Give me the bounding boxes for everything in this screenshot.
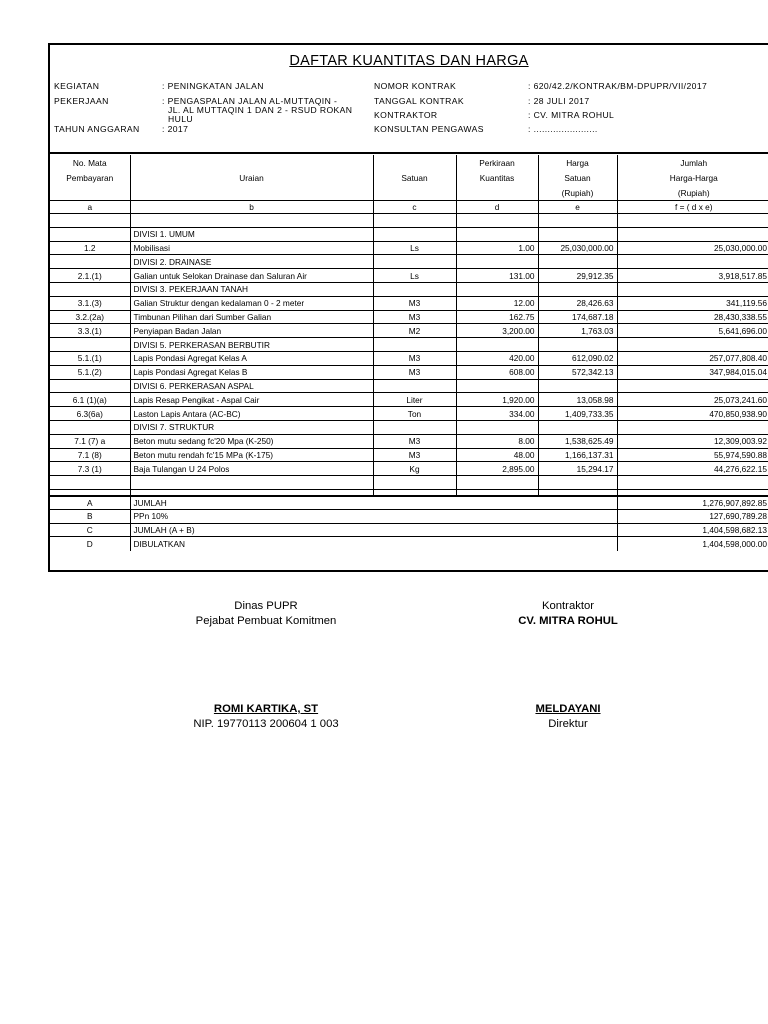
header-qty-2: Kuantitas: [456, 170, 538, 185]
cell-satuan: [373, 338, 456, 352]
cell-total: 25,030,000.00: [617, 241, 768, 255]
header-qty-1: Perkiraan: [456, 155, 538, 170]
cell-satuan: Kg: [373, 462, 456, 476]
cell-uraian: Lapis Resap Pengikat - Aspal Cair: [130, 393, 373, 407]
table-row: [50, 462, 768, 476]
info-konsultan-value: : .......................: [528, 124, 598, 134]
info-nomor-kontrak-label: NOMOR KONTRAK: [374, 81, 457, 91]
cell-uraian: Baja Tulangan U 24 Polos: [130, 462, 373, 476]
cell-uraian: Lapis Pondasi Agregat Kelas A: [130, 352, 373, 366]
cell-no: 5.1.(1): [50, 352, 130, 366]
summary-value: 1,404,598,000.00: [617, 537, 768, 551]
info-kegiatan-label: KEGIATAN: [54, 81, 100, 91]
sig-right-company: CV. MITRA ROHUL: [518, 615, 618, 627]
cell-satuan: [373, 379, 456, 393]
cell-satuan: M3: [373, 296, 456, 310]
cell-satuan: M3: [373, 352, 456, 366]
cell-price: 1,409,733.35: [538, 407, 617, 421]
sig-right-name: MELDAYANI: [535, 703, 601, 715]
cell-uraian: Beton mutu sedang fc'20 Mpa (K-250): [130, 434, 373, 448]
info-tahun-label: TAHUN ANGGARAN: [54, 124, 140, 134]
cell-satuan: Liter: [373, 393, 456, 407]
cell-qty: 3,200.00: [456, 324, 538, 338]
summary-row: [50, 496, 768, 510]
info-kontraktor-label: KONTRAKTOR: [374, 110, 438, 120]
table-row: [50, 393, 768, 407]
cell-price: 1,763.03: [538, 324, 617, 338]
cell-uraian: Galian Struktur dengan kedalaman 0 - 2 meter: [130, 296, 373, 310]
cell-satuan: M3: [373, 448, 456, 462]
header-price-2: Satuan: [538, 170, 617, 185]
cell-price: [538, 283, 617, 297]
cell-no: 6.3(6a): [50, 407, 130, 421]
summary-code: B: [50, 509, 130, 523]
info-pekerjaan-value: : PENGASPALAN JALAN AL-MUTTAQIN -: [162, 96, 338, 106]
cell-no: 3.2.(2a): [50, 310, 130, 324]
cell-no: [50, 379, 130, 393]
cell-satuan: Ls: [373, 241, 456, 255]
cell-uraian: DIVISI 1. UMUM: [130, 227, 373, 241]
cell-no: 5.1.(2): [50, 365, 130, 379]
summary-row: [50, 537, 768, 551]
cell-no: 3.1.(3): [50, 296, 130, 310]
summary-value: 1,276,907,892.85: [617, 496, 768, 510]
cell-no: [50, 227, 130, 241]
cell-uraian: DIVISI 3. PEKERJAAN TANAH: [130, 283, 373, 297]
cell-price: 15,294.17: [538, 462, 617, 476]
cell-qty: 162.75: [456, 310, 538, 324]
cell-total: 341,119.56: [617, 296, 768, 310]
cell-qty: 1.00: [456, 241, 538, 255]
division-row: [50, 421, 768, 435]
cell-total: [617, 283, 768, 297]
cell-total: 470,850,938.90: [617, 407, 768, 421]
cell-total: 44,276,622.15: [617, 462, 768, 476]
cell-satuan: Ls: [373, 269, 456, 283]
summary-value: 1,404,598,682.13: [617, 523, 768, 537]
cell-price: 572,342.13: [538, 365, 617, 379]
division-row: [50, 227, 768, 241]
cell-uraian: Penyiapan Badan Jalan: [130, 324, 373, 338]
sig-right-org: Kontraktor: [541, 600, 595, 612]
cell-total: 28,430,338.55: [617, 310, 768, 324]
summary-code: A: [50, 496, 130, 510]
blank-row: [50, 214, 768, 228]
cell-price: 25,030,000.00: [538, 241, 617, 255]
sig-left-nip: NIP. 19770113 200604 1 003: [193, 718, 339, 730]
info-kegiatan-value: : PENINGKATAN JALAN: [162, 81, 264, 91]
cell-uraian: DIVISI 7. STRUKTUR: [130, 421, 373, 435]
sig-left-name: ROMI KARTIKA, ST: [213, 703, 319, 715]
cell-price: [538, 421, 617, 435]
cell-no: 7.3 (1): [50, 462, 130, 476]
header-divider: [50, 152, 768, 154]
cell-qty: [456, 255, 538, 269]
summary-label: DIBULATKAN: [130, 537, 617, 551]
info-tahun-value: : 2017: [162, 124, 189, 134]
cell-satuan: Ton: [373, 407, 456, 421]
sig-left-org: Dinas PUPR: [234, 600, 298, 612]
cell-satuan: [373, 421, 456, 435]
header-row: [50, 170, 768, 185]
summary-row: [50, 509, 768, 523]
summary-code: C: [50, 523, 130, 537]
table-row: [50, 352, 768, 366]
letter-b: b: [130, 201, 373, 214]
table-row: [50, 296, 768, 310]
cell-total: 257,077,808.40: [617, 352, 768, 366]
cell-price: 1,538,625.49: [538, 434, 617, 448]
cell-qty: [456, 227, 538, 241]
cell-price: 612,090.02: [538, 352, 617, 366]
cell-price: 1,166,137.31: [538, 448, 617, 462]
division-row: [50, 283, 768, 297]
division-row: [50, 379, 768, 393]
cell-qty: 8.00: [456, 434, 538, 448]
cell-uraian: DIVISI 6. PERKERASAN ASPAL: [130, 379, 373, 393]
cell-satuan: M3: [373, 365, 456, 379]
cell-no: 7.1 (8): [50, 448, 130, 462]
cell-satuan: [373, 283, 456, 297]
cell-uraian: Galian untuk Selokan Drainase dan Saluran Air: [130, 269, 373, 283]
cell-uraian: DIVISI 5. PERKERASAN BERBUTIR: [130, 338, 373, 352]
table-row: [50, 407, 768, 421]
cell-total: [617, 255, 768, 269]
document-frame: [48, 43, 768, 572]
cell-uraian: Beton mutu rendah fc'15 MPa (K-175): [130, 448, 373, 462]
info-tanggal-kontrak-value: : 28 JULI 2017: [528, 96, 590, 106]
letter-d: d: [456, 201, 538, 214]
cell-satuan: M3: [373, 310, 456, 324]
cell-satuan: M2: [373, 324, 456, 338]
header-satuan: Satuan: [373, 170, 456, 185]
cell-uraian: Timbunan Pilihan dari Sumber Galian: [130, 310, 373, 324]
cell-total: [617, 227, 768, 241]
table-row: [50, 310, 768, 324]
cell-uraian: Laston Lapis Antara (AC-BC): [130, 407, 373, 421]
cell-qty: 2,895.00: [456, 462, 538, 476]
cell-qty: [456, 379, 538, 393]
table-row: [50, 448, 768, 462]
sig-right-title: Direktur: [548, 718, 588, 730]
header-uraian: Uraian: [130, 170, 373, 185]
header-price-1: Harga: [538, 155, 617, 170]
info-pekerjaan-value-3: HULU: [168, 114, 193, 124]
cell-total: 55,974,590.88: [617, 448, 768, 462]
cell-no: [50, 283, 130, 297]
cell-no: [50, 421, 130, 435]
cell-satuan: [373, 255, 456, 269]
letter-e: e: [538, 201, 617, 214]
sig-left-role: Pejabat Pembuat Komitmen: [195, 615, 337, 627]
info-konsultan-label: KONSULTAN PENGAWAS: [374, 124, 484, 134]
header-total-2: Harga-Harga: [617, 170, 768, 185]
cell-uraian: Mobilisasi: [130, 241, 373, 255]
header-uraian-spacer: [130, 155, 373, 170]
cell-no: 7.1 (7) a: [50, 434, 130, 448]
cell-price: [538, 379, 617, 393]
letter-f: f = ( d x e): [617, 201, 768, 214]
table-row: [50, 324, 768, 338]
document-title: [50, 53, 768, 69]
cell-uraian: Lapis Pondasi Agregat Kelas B: [130, 365, 373, 379]
cell-qty: [456, 338, 538, 352]
cell-no: [50, 255, 130, 269]
header-no-2: Pembayaran: [66, 172, 114, 183]
header-total-3: (Rupiah): [617, 185, 768, 200]
cell-total: 3,918,517.85: [617, 269, 768, 283]
summary-value: 127,690,789.28: [617, 509, 768, 523]
cell-no: 1.2: [50, 241, 130, 255]
cell-no: [50, 338, 130, 352]
cell-qty: 1,920.00: [456, 393, 538, 407]
header-no-1: No. Mata: [72, 157, 107, 168]
letter-c: c: [373, 201, 456, 214]
cell-total: [617, 379, 768, 393]
cell-total: 347,984,015.04: [617, 365, 768, 379]
summary-label: PPn 10%: [130, 509, 617, 523]
info-kontraktor-value: : CV. MITRA ROHUL: [528, 110, 615, 120]
cell-qty: 48.00: [456, 448, 538, 462]
header-blank: [50, 185, 130, 200]
summary-label: JUMLAH (A + B): [130, 523, 617, 537]
cell-price: [538, 227, 617, 241]
cell-no: 3.3.(1): [50, 324, 130, 338]
summary-label: JUMLAH: [130, 496, 617, 510]
table-row: [50, 269, 768, 283]
cell-satuan: [373, 227, 456, 241]
summary-code: D: [86, 539, 93, 550]
cell-price: 174,687.18: [538, 310, 617, 324]
cell-no: 2.1.(1): [50, 269, 130, 283]
info-nomor-kontrak-value: : 620/42.2/KONTRAK/BM-DPUPR/VII/2017: [528, 81, 708, 91]
cell-qty: [456, 283, 538, 297]
table-row: [50, 365, 768, 379]
cell-qty: 334.00: [456, 407, 538, 421]
cell-price: 28,426.63: [538, 296, 617, 310]
cell-total: 12,309,003.92: [617, 434, 768, 448]
header-blank: [456, 185, 538, 200]
header-row: [50, 185, 768, 200]
header-blank: [130, 185, 373, 200]
division-row: [50, 255, 768, 269]
cell-price: [538, 255, 617, 269]
cell-satuan: M3: [373, 434, 456, 448]
cell-qty: 12.00: [456, 296, 538, 310]
header-total-1: Jumlah: [617, 155, 768, 170]
header-price-3: (Rupiah): [538, 185, 617, 200]
division-row: [50, 338, 768, 352]
column-letter-row: [50, 201, 768, 214]
summary-row: [50, 523, 768, 537]
letter-a: a: [50, 201, 130, 214]
cell-price: 29,912.35: [538, 269, 617, 283]
info-tanggal-kontrak-label: TANGGAL KONTRAK: [374, 96, 465, 106]
cell-no: 6.1 (1)(a): [50, 393, 130, 407]
cell-qty: 608.00: [456, 365, 538, 379]
cell-qty: 420.00: [456, 352, 538, 366]
info-pekerjaan-label: PEKERJAAN: [54, 96, 109, 106]
blank-row: [50, 476, 768, 490]
cell-total: 5,641,696.00: [617, 324, 768, 338]
table-row: [50, 241, 768, 255]
cell-total: 25,073,241.60: [617, 393, 768, 407]
header-row: [50, 155, 768, 170]
table-row: [50, 434, 768, 448]
cell-price: 13,058.98: [538, 393, 617, 407]
quantity-price-table: [50, 155, 768, 551]
cell-total: [617, 421, 768, 435]
cell-uraian: DIVISI 2. DRAINASE: [130, 255, 373, 269]
cell-qty: 131.00: [456, 269, 538, 283]
header-satuan-spacer: [373, 155, 456, 170]
header-blank: [373, 185, 456, 200]
info-pekerjaan-value-2: JL. AL MUTTAQIN 1 DAN 2 - RSUD ROKAN: [168, 105, 353, 115]
cell-qty: [456, 421, 538, 435]
cell-total: [617, 338, 768, 352]
cell-price: [538, 338, 617, 352]
document-title-text: DAFTAR KUANTITAS DAN HARGA: [289, 53, 529, 69]
